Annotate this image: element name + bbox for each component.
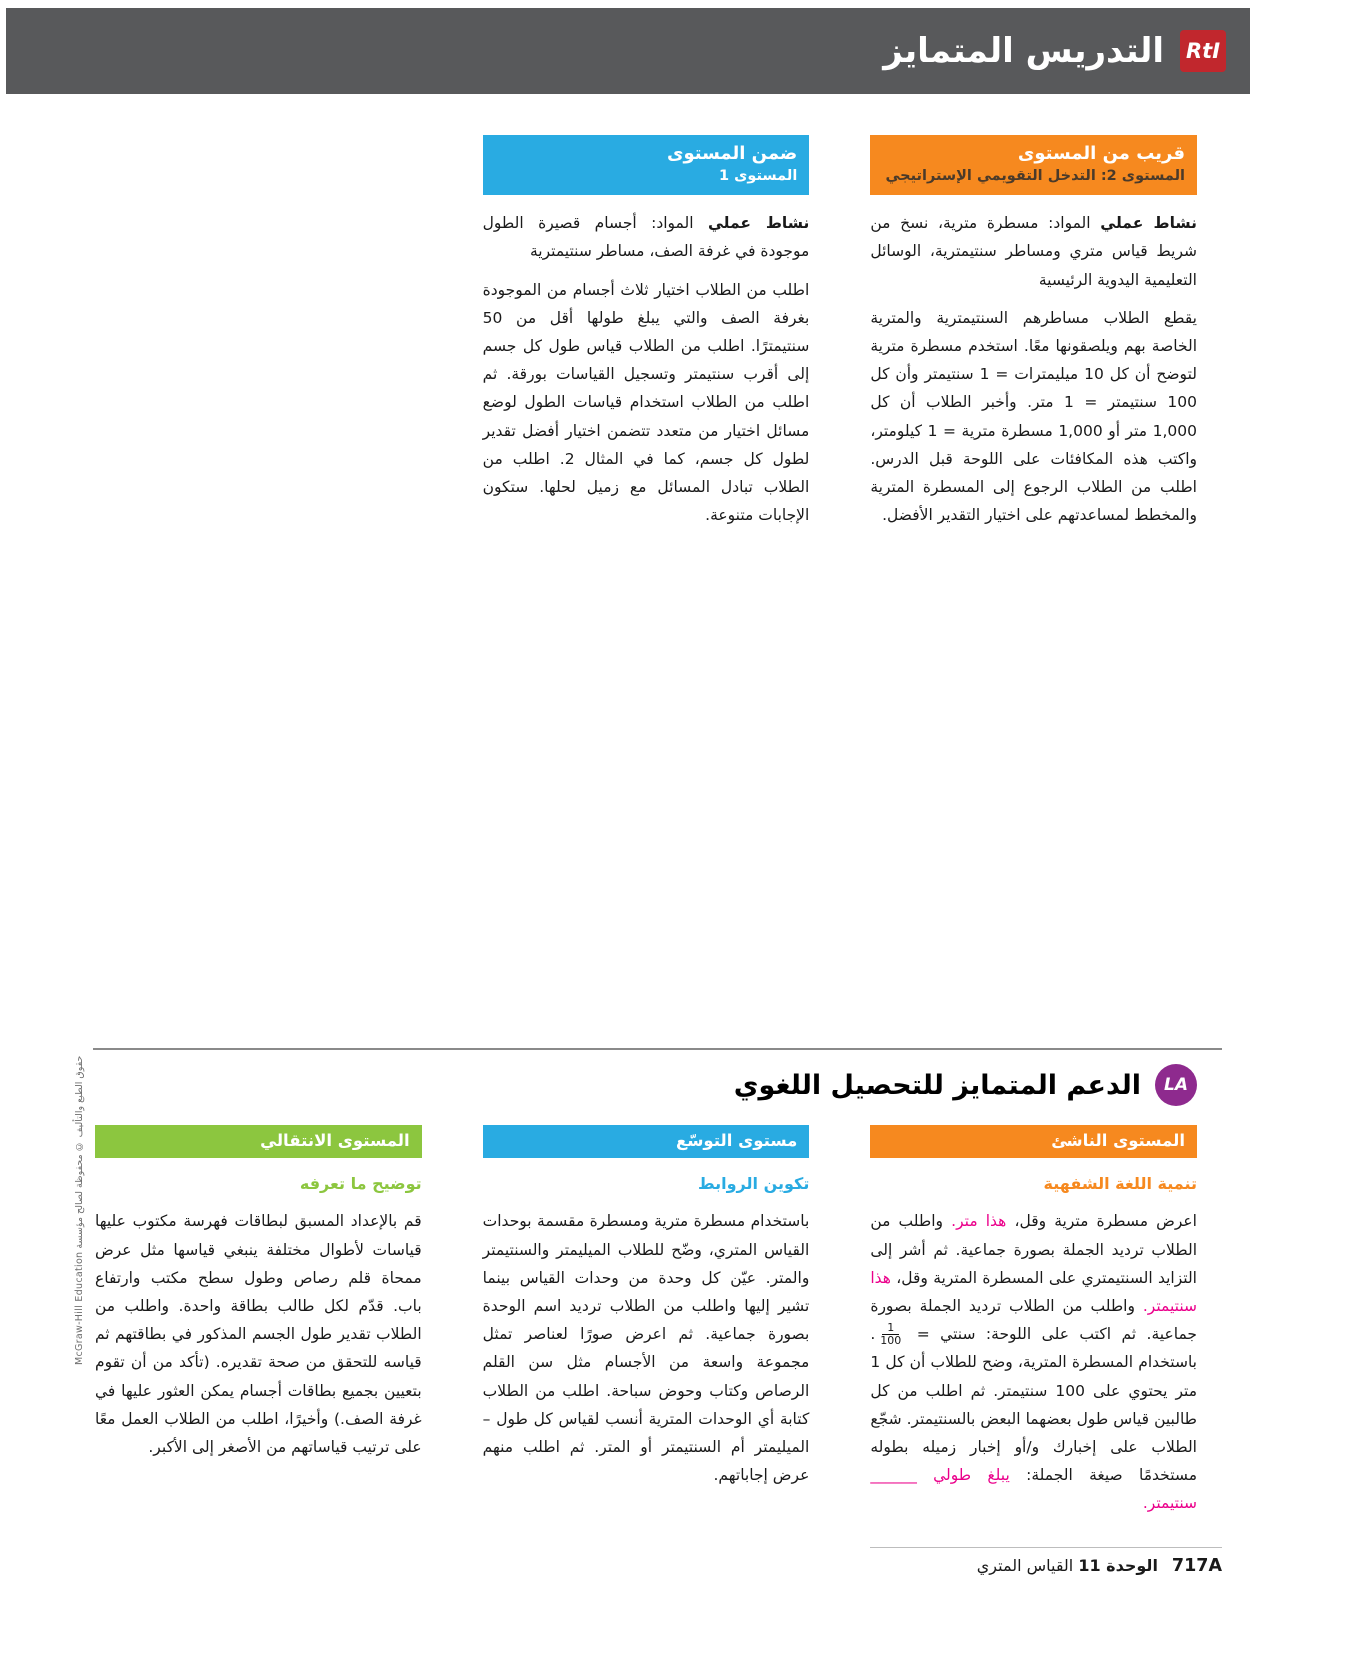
bridging-body-paragraph: قم بالإعداد المسبق لبطاقات فهرسة مكتوب عليها قياسات لأطوال مختلفة ينبغي قياسها مثل عرض ممحاة قلم رصاص وطول سطح مكتب وارتفاع باب. قدّم لكل طالب بطاقة واحدة. واطلب من الطلاب تقدير طول الجسم المذكور في بطاقتهم ثم قياسه للتحقق من صحة تقديره. (تأكد من أن تقوم بتعيين بجميع بطاقات أجسام يمكن العثور عليها في غرفة الصف.) وأخيرًا، اطلب من الطلاب العمل معًا على ترتيب قياساتهم من الأصغر إلى الأكبر.	[94, 1212, 422, 1457]
fraction-denominator: 100	[880, 1334, 902, 1348]
on-level-subtitle: المستوى 1	[718, 168, 798, 185]
on-level-materials-text: المواد: أجسام قصيرة الطول موجودة في غرفة الصف، مساطر سنتيمترية	[482, 214, 810, 261]
page-title: التدريس المتمايز	[883, 31, 1164, 71]
approaching-level-column	[870, 135, 1197, 529]
page-banner	[6, 8, 1250, 94]
approaching-materials-paragraph	[870, 209, 1197, 294]
approaching-activity-label: نشاط عملي	[1100, 214, 1197, 233]
expanding-level-column	[483, 1125, 810, 1518]
approaching-level-subtitle: المستوى 2: التدخل التقويمي الإستراتيجي	[885, 168, 1185, 185]
on-level-materials-paragraph	[483, 209, 810, 265]
section-divider	[93, 1048, 1222, 1050]
fraction-numerator: 1	[882, 1322, 899, 1336]
bridging-level-column	[95, 1125, 422, 1518]
empty-column-spacer	[95, 135, 422, 529]
on-level-activity-label: نشاط عملي	[707, 214, 810, 233]
emerging-sentence-frame: يبلغ طولي ______ سنتيمتر.	[870, 1466, 1197, 1513]
approaching-level-title: قريب من المستوى	[1017, 143, 1185, 164]
language-support-columns	[95, 1125, 1197, 1518]
emerging-seg-3: واطلب من الطلاب ترديد الجملة بصورة جماعية. ثم اكتب على اللوحة: سنتي =	[870, 1297, 1197, 1344]
on-level-body-paragraph: اطلب من الطلاب اختيار ثلاث أجسام من الموجودة بغرفة الصف والتي يبلغ طولها أقل من 50 سنتيمترًا. اطلب من الطلاب قياس طول كل جسم إلى أقرب سنتيمتر وتسجيل القياسات بورقة. ثم اطلب من الطلاب استخدام قياسات الطول لوضع مسائل اختيار من متعدد تتضمن اختيار أفضل تقدير لطول كل جسم، كما في المثال 2. اطلب من الطلاب تبادل المسائل مع زميل لحلها. ستكون الإجابات متنوعة.	[482, 280, 810, 525]
bridging-level-header: المستوى الانتقالي	[95, 1125, 422, 1158]
approaching-materials-text: المواد: مسطرة مترية، نسخ من شريط قياس متري ومساطر سنتيمترية، الوسائل التعليمية اليدوية الرئيسية	[870, 214, 1197, 289]
on-level-header	[483, 135, 810, 195]
emerging-seg-4: . باستخدام المسطرة المترية، وضح للطلاب أن كل 1 متر يحتوي على 100 سنتيمتر. ثم اطلب من كل طالبين قياس طول بعضهما البعض بالسنتيمتر. شجّع الطلاب على إخبارك و/أو إخبار زميله بطوله مستخدمًا صيغة الجملة:	[870, 1325, 1197, 1485]
expanding-level-subhead: تكوين الروابط	[697, 1174, 810, 1194]
footer-rule	[870, 1547, 1222, 1548]
approaching-body-paragraph: يقطع الطلاب مساطرهم السنتيمترية والمترية الخاصة بهم ويلصقونها معًا. استخدم مسطرة مترية لتوضح أن كل 10 ميليمترات = 1 سنتيمتر وأن كل 100 سنتيمتر = 1 متر. وأخبر الطلاب أن كل 1,000 متر أو 1,000 مسطرة مترية = 1 كيلومتر، واكتب هذه المكافئات على اللوحة قبل الدرس. اطلب من الطلاب الرجوع إلى المسطرة المترية والمخطط لمساعدتهم على اختيار التقدير الأفضل.	[870, 308, 1198, 525]
bridging-level-subhead: توضيح ما تعرفه	[299, 1174, 422, 1194]
expanding-body-paragraph: باستخدام مسطرة مترية ومسطرة مقسمة بوحدات القياس المتري، وضّح للطلاب الميليمتر والسنتيمتر والمتر. عيّن كل وحدة من وحدات القياس بينما تشير إليها واطلب من الطلاب ترديد اسم الوحدة بصورة جماعية. ثم اعرض صورًا لعناصر تمثل مجموعة واسعة من الأجسام مثل سن القلم الرصاص وكتاب وحوض سباحة. اطلب من الطلاب كتابة أي الوحدات المترية أنسب لقياس كل طول – الميليمتر أم السنتيمتر أو المتر. ثم اطلب منهم عرض إجاباتهم.	[482, 1212, 810, 1485]
approaching-level-header	[870, 135, 1197, 195]
copyright-vertical-text: حقوق الطبع والتأليف © محفوظة لصالح مؤسسة McGraw-Hill Education	[74, 1056, 85, 1366]
emerging-seg-1: اعرض مسطرة مترية وقل،	[1006, 1212, 1197, 1231]
la-badge-icon: LA	[1155, 1064, 1197, 1106]
on-level-column	[483, 135, 810, 529]
page-number: 717A	[1171, 1556, 1222, 1576]
emerging-level-column	[870, 1125, 1197, 1518]
rti-logo: RtI	[1180, 30, 1226, 72]
emerging-model-sentence-1: هذا متر.	[951, 1212, 1007, 1231]
emerging-level-header: المستوى الناشئ	[870, 1125, 1197, 1158]
page-footer	[977, 1556, 1222, 1576]
rti-columns	[95, 135, 1197, 529]
language-support-heading-row	[734, 1064, 1197, 1106]
footer-unit	[977, 1556, 1158, 1575]
fraction-one-hundredth	[878, 1322, 903, 1348]
emerging-body-paragraph	[870, 1207, 1197, 1517]
on-level-title: ضمن المستوى	[666, 143, 798, 164]
emerging-level-subhead: تنمية اللغة الشفهية	[1043, 1174, 1197, 1194]
footer-unit-label: الوحدة 11	[1078, 1556, 1158, 1575]
emerging-model-sentence-2: هذا سنتيمتر.	[870, 1268, 1197, 1316]
expanding-level-header: مستوى التوسّع	[483, 1125, 810, 1158]
footer-unit-title: القياس المتري	[976, 1556, 1074, 1575]
emerging-seg-2: واطلب من الطلاب ترديد الجملة بصورة جماعية. ثم أشر إلى التزايد السنتيمتري على المسطرة المترية وقل،	[870, 1212, 1197, 1287]
language-support-title: الدعم المتمايز للتحصيل اللغوي	[733, 1069, 1141, 1101]
